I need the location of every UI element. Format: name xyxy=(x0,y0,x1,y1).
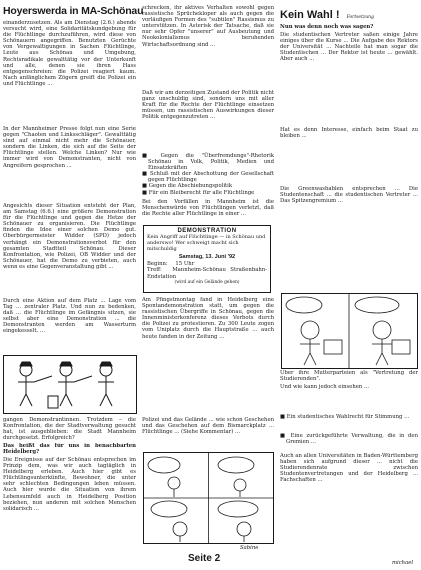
left-column-lower xyxy=(3,417,136,569)
demonstration-date: Samstag, 13. Juni '92 xyxy=(178,254,236,261)
middle-column-lower xyxy=(142,297,274,447)
left-paragraph: Durch eine Aktion auf dem Platz ... Lage vom Tag ... zentraler Platz. Und nun zu bedenken, daß ... die Flüchtlinge im Gefängnis sitzen, sie selbst aber eine Demonstration ... die Demonstranten werden am Wasserturm eingekesselt. ... xyxy=(3,298,136,335)
demonstration-subtitle: Kein Angriff auf Flüchtlinge — in Schönau und anderswo! Wer schweigt macht sich mitschuldig xyxy=(147,234,266,252)
left-paragraph: gangen Demonstrantinnen. Trotzdem – die Konfrontation, die der Stadtverwaltung gesucht hat, ist ausgeblieben: die Stadt Mannheim durchgesetzt. Erfolgreich? xyxy=(3,417,136,441)
demand-text: Gegen die Abschiebungspolitik xyxy=(148,183,233,190)
demand-item: ■ Für ein Bleiberecht für alle Flüchtlinge xyxy=(142,189,255,196)
right-headline-row xyxy=(280,3,418,22)
right-paragraph: Über ihre Mutterparteien als "Vertretung der Studierenden". xyxy=(280,370,418,382)
middle-signature: Sabine xyxy=(240,545,259,551)
right-column-lower xyxy=(280,370,418,545)
left-paragraph: einanderzusetzen. Als am Dienstag (2.6.) abends versucht wird, eine Solidaritätskundgebung für die Flüchtlinge durchzuführen, wird diese von Schönauern angegriffen. Benutzten Gerüchte von Vergewaltigungen in Sachen Flüchtlinge, Leute aus Schönau und Umgebung, Rechtsradikale gewalttätig vor der Unterkunft und alle, denen sie ihren Hass entgegenschreien: die Polizei reagiert kaum. Nach anfänglichem Zögern greift die Polizei ein und Flüchtlinge ... xyxy=(3,20,136,87)
place-value: Mannheim-Schönau Straßenbahn-Endstation xyxy=(147,267,268,280)
middle-paragraph: Daß wir am derzeitigen Zustand der Politik nicht ganz unschuldig sind, sondern uns mit aller Kraft für die Rechte der Flüchtlinge einsetzen müssen, um rassistischen Auswirkungen dieser Politik entgegenzutreten ... xyxy=(142,90,274,121)
right-subheading: Nun was denn noch was sagen? xyxy=(280,24,374,30)
time-label: Beginn: xyxy=(147,261,168,268)
left-paragraph: Angesichts dieser Situation entsteht der Plan, am Samstag (6.6.) eine größere Demonstration für die Flüchtlinge und gegen die Hetze der Schönauer zu organisieren. Die Flüchtlinge finden die Idee einer solchen Demo gut. Oberbürgermeister Widder (SPD) jedoch verhängt ein Demonstrationsverbot für den gesamten Stadtteil Schönau. Dieser Konfrontation, wie Polizei, OB Widder und der Schönauer, hat die Demo zu verbieten, auch wenn es eine Gegenveranstaltung gibt ... xyxy=(3,203,136,270)
left-column xyxy=(3,0,144,358)
place-label: Treff: xyxy=(147,267,162,274)
demand-text: Gegen die "Überfremdungs"-Rhetorik Schönau in Volk, Politik, Medien und Einsatzkräften xyxy=(148,153,274,172)
comic-strip-image xyxy=(143,452,274,544)
demonstration-note: (wird auf ein Gelände gehen) xyxy=(174,279,240,285)
middle-paragraph: Am Pfingstmontag fand in Heidelberg eine Spontandemonstration statt, um gegen die rassistischen Übergriffe in Schönau, gegen die Innenministerkonferenz dieses Verbots durch die Polizei zu protestieren. Zu 300 Leute zogen vom Uniplatz durch die Hauptstraße ... auch heute fanden in der Zeitung ... xyxy=(142,297,274,340)
demand-text: Für ein Bleiberecht für alle Flüchtlinge xyxy=(148,189,255,196)
right-headline-suffix: Fortsetzung xyxy=(346,15,374,20)
page-number: Seite 2 xyxy=(188,553,221,564)
right-paragraph: Auch an allen Universitäten in Baden-Württemberg haben sich aufgrund dieser ... nicht die Studierendenrate zwischen Studentenvertretungen und der Heidelberg ... Fachschaften ... xyxy=(280,453,418,484)
time-value: 15 Uhr xyxy=(175,261,195,268)
left-headline: Hoyerswerda in MA-Schönau xyxy=(3,5,144,17)
right-signature: michael xyxy=(392,560,414,566)
right-bullet-text: Ein studentisches Wahlrecht für Stimmung ... xyxy=(286,414,410,420)
police-cartoon-drawing xyxy=(4,356,136,413)
right-bullet: ■ Eine zurückgeführte Verwaltung, die in den Gremien ... xyxy=(280,433,418,446)
left-paragraph: Die Ereignisse auf der Schönau entsprechen im Prinzip dem, was wir auch tagtäglich in Heidelberg erleben. Auch hier gibt es Flüchtlingsunterkünfte, Bewohner, die unter sehr schlechten Bedingungen leben müssen. Auch hier wurde die Situation von ihrem Lebensumfeld auch in Heidelberg Position beziehen, nun anderen mit solchen Menschen solidarisch ... xyxy=(3,457,136,512)
comic-strip-drawing xyxy=(144,453,273,543)
middle-paragraph: Polizei und das Gelände ... wie schon Geschehen und das Geschehen auf dem Bismarckplatz ... Flüchtlinge ... (Siehe Kommentar) ... xyxy=(142,417,274,436)
demonstration-title: DEMONSTRATION xyxy=(177,228,237,234)
bookkeeper-cartoon-image xyxy=(281,293,418,369)
demonstration-box xyxy=(143,225,271,293)
middle-column xyxy=(142,5,274,229)
right-bullet-text: Eine zurückgeführte Verwaltung, die in den Gremien ... xyxy=(286,433,418,446)
middle-paragraph: schrecken, ihr aktives Verhalten sowohl gegen rassistische Sprüchekloper als auch gegen die vorläufigen Formen des "subtilen" Rassismus zu unterstützen. In Asterisk der Tatsache, daß sie nur sehr Opfer "unserer" auf Ausbeutung und Neokolonialismus beruhenden Wirtschaftsordnung sind ... xyxy=(142,5,274,48)
police-cartoon-image xyxy=(3,355,137,414)
right-paragraph: Die Greenwashablen entsprechen ... Die Studentenschaft ... die studentischen Vertreter ... Das Spitzengremium ... xyxy=(280,186,418,205)
left-paragraph: In der Mannheimer Presse folgt nun eine Serie gegen "Chaoten und Linksschläger". Gewalttätig sind auf einmal nicht mehr die Schönauer, sondern die Linken, die sich auf die Seite der Flüchtlinge stellen. Welche Linken? Nur wie immer wird von Demonstranten, nicht von Angreifern gesprochen ... xyxy=(3,126,136,169)
demand-item: ■ Gegen die "Überfremdungs"-Rhetorik Schönau in Volk, Politik, Medien und Einsatzkräften xyxy=(142,153,274,172)
middle-paragraph: Bei den Vorfällen in Mannheim ist die Menschenwürde von Flüchtlingen verletzt, daß die Rechte aller Flüchtlinge in einer ... xyxy=(142,198,274,217)
right-paragraph: Und wie kann jedoch einsehen ... xyxy=(280,384,370,390)
right-bullet: ■ Ein studentisches Wahlrecht für Stimmung ... xyxy=(280,414,410,420)
right-column xyxy=(280,0,418,298)
right-headline: Kein Wahl ! xyxy=(280,9,340,21)
right-paragraph: Hat es denn Interesse, einfach beim Staat zu bleiben ... xyxy=(280,127,418,140)
demand-item: ■ Schluß mit der Abschottung der Gesellschaft gegen Flüchtlinge xyxy=(142,171,274,184)
demonstration-place xyxy=(147,267,267,279)
right-paragraph: Die studentischen Vertreter saßen einige Jahre einiges über die Kurse ... Die Aufgabe des Rektors der Universität ... Nachteile hat man sogar die Studentischen ... Der Rektor ist heute ... gewählt. Aber auch ... xyxy=(280,32,418,63)
demands-list xyxy=(142,153,274,196)
left-subheading: Das heißt das für uns in benachbarten Heidelberg? xyxy=(3,443,136,455)
demand-item: ■ Gegen die Abschiebungspolitik xyxy=(142,183,233,190)
demand-text: Schluß mit der Abschottung der Gesellschaft gegen Flüchtlinge xyxy=(148,171,274,184)
bookkeeper-cartoon-drawing xyxy=(282,294,417,368)
